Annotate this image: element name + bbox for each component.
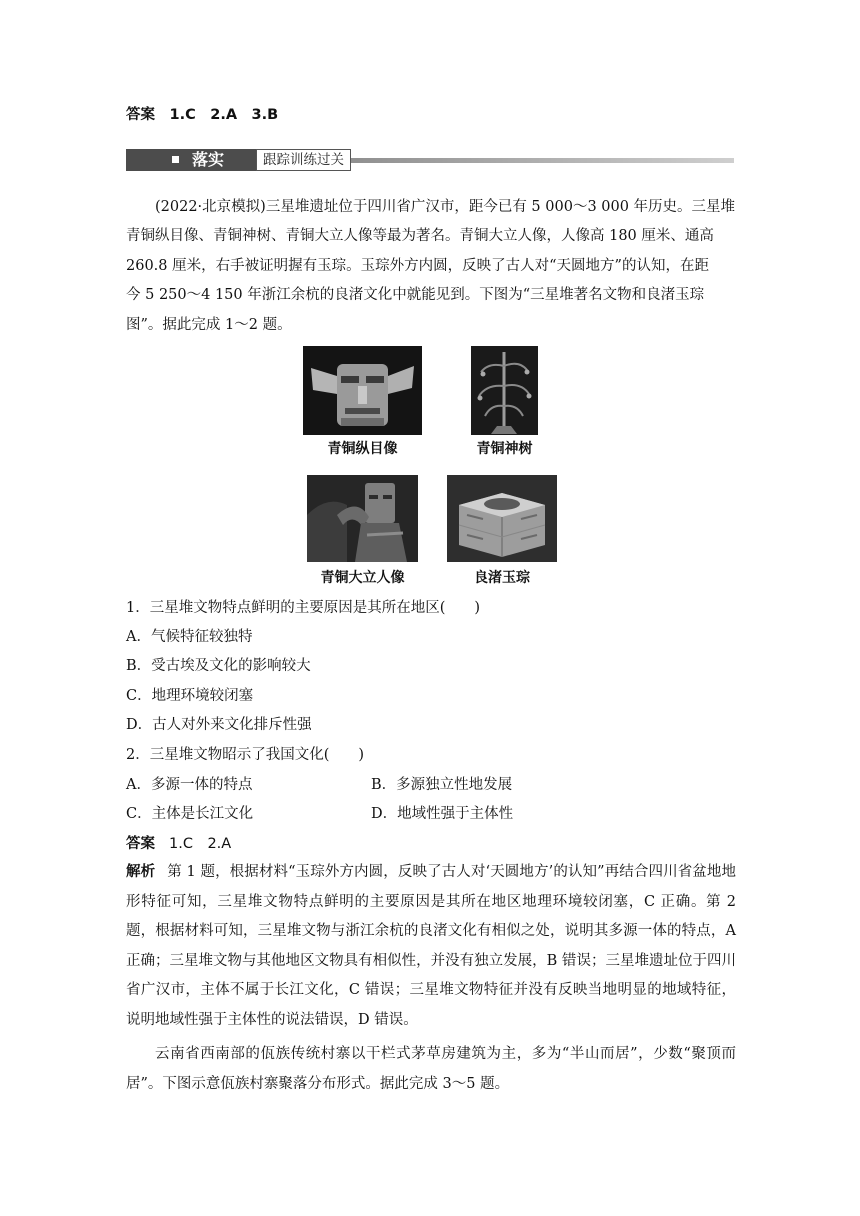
q2-option-d: D．地域性强于主体性: [371, 806, 514, 822]
banner-title: 落实: [192, 150, 225, 169]
banner-title-block: [126, 149, 256, 171]
square-bullet-icon: [172, 156, 179, 163]
caption-fig4: 良渚玉琮: [474, 570, 530, 586]
next-material-paragraph: 云南省西南部的佤族传统村寨以干栏式茅草房建筑为主，多为“半山而居”，少数“聚顶而居”。下图示意佤族村寨聚落分布形式。据此完成 3～5 题。: [126, 1046, 736, 1092]
top-answer: 答案 1.C 2.A 3.B: [126, 107, 279, 123]
answer-value: 1.C 2.A: [169, 836, 232, 852]
intro-line-5: 图”。据此完成 1～2 题。: [126, 317, 292, 333]
analysis-label: 解析: [126, 864, 156, 880]
intro-line-2: 青铜纵目像、青铜神树、青铜大立人像等最为著名。青铜大立人像，人像高 180 厘米、通高: [126, 228, 714, 244]
bronze-mask-photo: [303, 346, 422, 435]
bronze-tree-photo: [471, 346, 538, 435]
caption-fig1: 青铜纵目像: [327, 441, 398, 457]
q1-option-c: C．地理环境较闭塞: [126, 688, 254, 704]
q1-option-d: D．古人对外来文化排斥性强: [126, 717, 312, 733]
q2-option-c: C．主体是长江文化: [126, 806, 254, 822]
banner-subtitle: 跟踪训练过关: [256, 149, 351, 171]
jade-cong-photo: [447, 475, 557, 562]
q1-option-b: B．受古埃及文化的影响较大: [126, 658, 311, 674]
q2-stem: 2．三星堆文物昭示了我国文化( ): [126, 747, 365, 763]
q2-option-b: B．多源独立性地发展: [371, 777, 513, 793]
intro-line-1: (2022·北京模拟)三星堆遗址位于四川省广汉市，距今已有 5 000～3 000 年历史。三星堆: [155, 199, 736, 215]
caption-fig2: 青铜神树: [476, 441, 533, 457]
intro-line-4: 今 5 250～4 150 年浙江余杭的良渚文化中就能见到。下图为“三星堆著名文物和良渚玉琮: [126, 287, 705, 303]
analysis-paragraph: [126, 858, 736, 1035]
section-banner: [126, 148, 734, 172]
q2-option-a: A．多源一体的特点: [126, 777, 253, 793]
analysis-text: 第 1 题，根据材料“玉琮外方内圆，反映了古人对‘天圆地方’的认知”再结合四川省盆地地形特征可知，三星堆文物特点鲜明的主要原因是其所在地区地理环境较闭塞，C 正确。第 2 题，根据材料可知，三星堆文物与浙江余杭的良渚文化有相似之处，说明其多源一体的特点，A 正确；三星堆文物与其他地区文物具有相似性，并没有独立发展，B 错误；三星堆遗址位于四川省广汉市，主体不属于长江文化，C 错误；三星堆文物特征并没有反映当地明显的地域特征，说明地域性强于主体性的说法错误，D 错误。: [126, 864, 737, 1028]
answer-row: [126, 834, 231, 854]
bronze-standing-figure-photo: [307, 475, 418, 562]
intro-line-3: 260.8 厘米，右手被证明握有玉琮。玉琮外方内圆，反映了古人对“天圆地方”的认知，在距: [126, 258, 709, 274]
q1-option-a: A．气候特征较独特: [126, 629, 253, 645]
answer-label: 答案: [126, 836, 155, 852]
caption-fig3: 青铜大立人像: [320, 570, 405, 586]
q1-stem: 1．三星堆文物特点鲜明的主要原因是其所在地区( ): [126, 600, 481, 616]
